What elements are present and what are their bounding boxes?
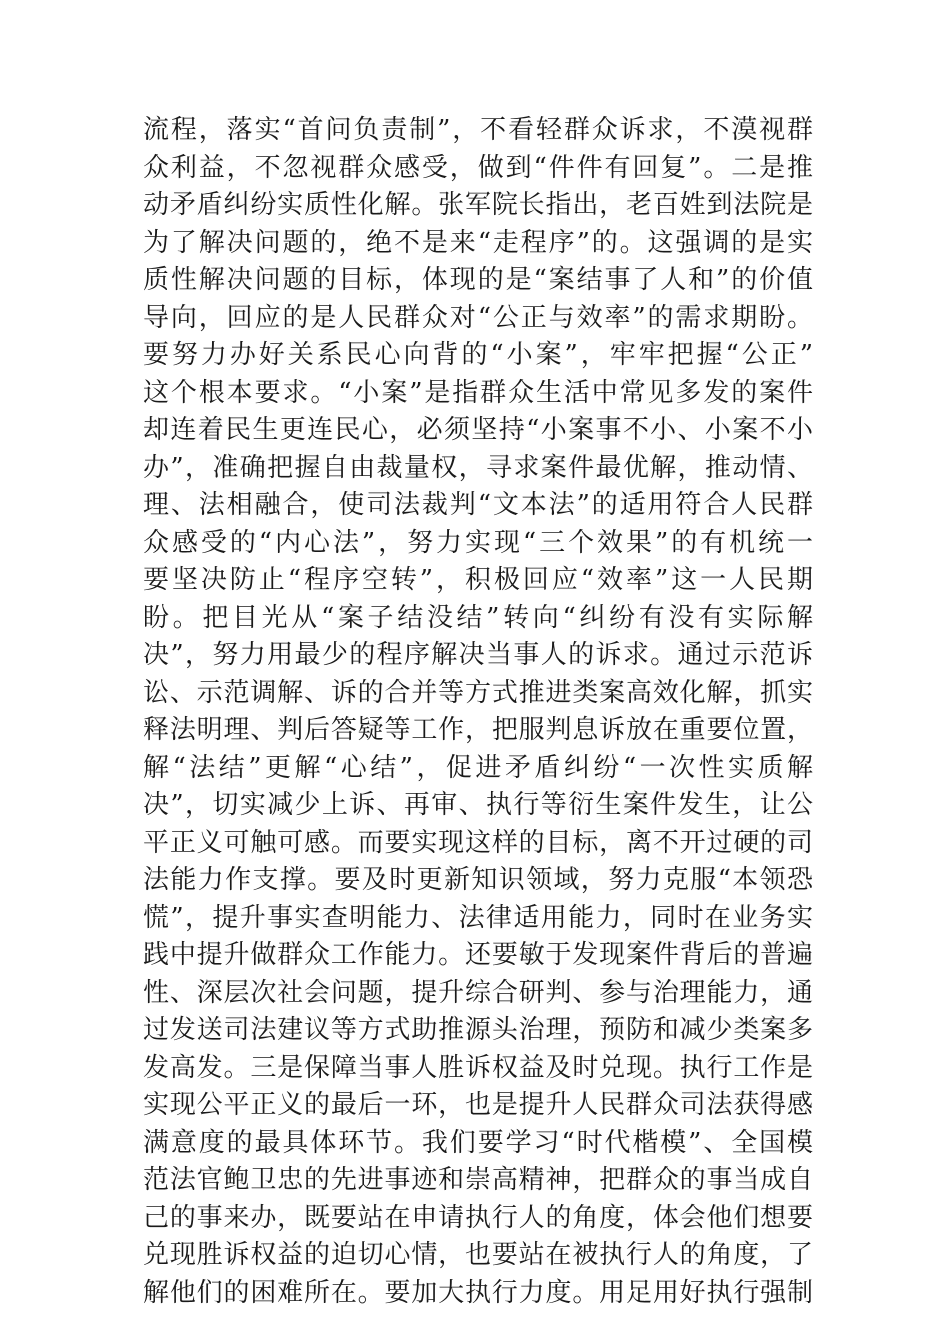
text-line: 过发送司法建议等方式助推源头治理，预防和减少类案多 [143,1015,813,1045]
text-line: 践中提升做群众工作能力。还要敏于发现案件背后的普遍 [143,940,813,970]
text-line: 为了解决问题的，绝不是来“走程序”的。这强调的是实 [143,227,813,258]
text-line: 要努力办好关系民心向背的“小案”，牢牢把握“公正” [143,340,813,370]
text-line: 讼、示范调解、诉的合并等方式推进类案高效化解，抓实 [143,677,813,708]
text-line: 导向，回应的是人民群众对“公正与效率”的需求期盼。 [143,302,813,333]
text-line: 这个根本要求。“小案”是指群众生活中常见多发的案件 [143,377,813,408]
text-line: 己的事来办，既要站在申请执行人的角度，体会他们想要 [143,1202,813,1233]
text-line: 兑现胜诉权益的迫切心情，也要站在被执行人的角度，了 [143,1240,813,1270]
text-line: 要坚决防止“程序空转”，积极回应“效率”这一人民期 [143,565,813,595]
text-line: 理、法相融合，使司法裁判“文本法”的适用符合人民群 [143,490,813,520]
text-line: 满意度的最具体环节。我们要学习“时代楷模”、全国模 [143,1127,813,1158]
text-line: 解他们的困难所在。要加大执行力度。用足用好执行强制 [143,1277,813,1308]
text-line: 解“法结”更解“心结”，促进矛盾纠纷“一次性实质解 [143,752,813,783]
text-line: 流程，落实“首问负责制”，不看轻群众诉求，不漠视群 [143,115,813,145]
text-line: 办”，准确把握自由裁量权，寻求案件最优解，推动情、 [143,452,813,483]
text-line: 性、深层次社会问题，提升综合研判、参与治理能力，通 [143,977,813,1008]
text-line: 慌”，提升事实查明能力、法律适用能力，同时在业务实 [143,902,813,933]
text-line: 平正义可触可感。而要实现这样的目标，离不开过硬的司 [143,827,813,858]
text-line: 释法明理、判后答疑等工作，把服判息诉放在重要位置， [143,715,813,745]
text-line: 发高发。三是保障当事人胜诉权益及时兑现。执行工作是 [143,1052,813,1083]
text-line: 实现公平正义的最后一环，也是提升人民群众司法获得感 [143,1090,813,1120]
text-line: 质性解决问题的目标，体现的是“案结事了人和”的价值 [143,265,813,295]
body-text [143,112,813,1312]
text-line: 众利益，不忽视群众感受，做到“件件有回复”。二是推 [143,152,813,183]
text-line: 众感受的“内心法”，努力实现“三个效果”的有机统一 [143,527,813,558]
text-line: 动矛盾纠纷实质性化解。张军院长指出，老百姓到法院是 [143,190,813,220]
text-line: 法能力作支撑。要及时更新知识领域，努力克服“本领恐 [143,865,813,895]
text-line: 盼。把目光从“案子结没结”转向“纠纷有没有实际解 [143,602,813,633]
text-line: 决”，切实减少上诉、再审、执行等衍生案件发生，让公 [143,790,813,820]
text-line: 却连着民生更连民心，必须坚持“小案事不小、小案不小 [143,415,813,445]
text-line: 范法官鲍卫忠的先进事迹和崇高精神，把群众的事当成自 [143,1165,813,1195]
text-line: 决”，努力用最少的程序解决当事人的诉求。通过示范诉 [143,640,813,670]
